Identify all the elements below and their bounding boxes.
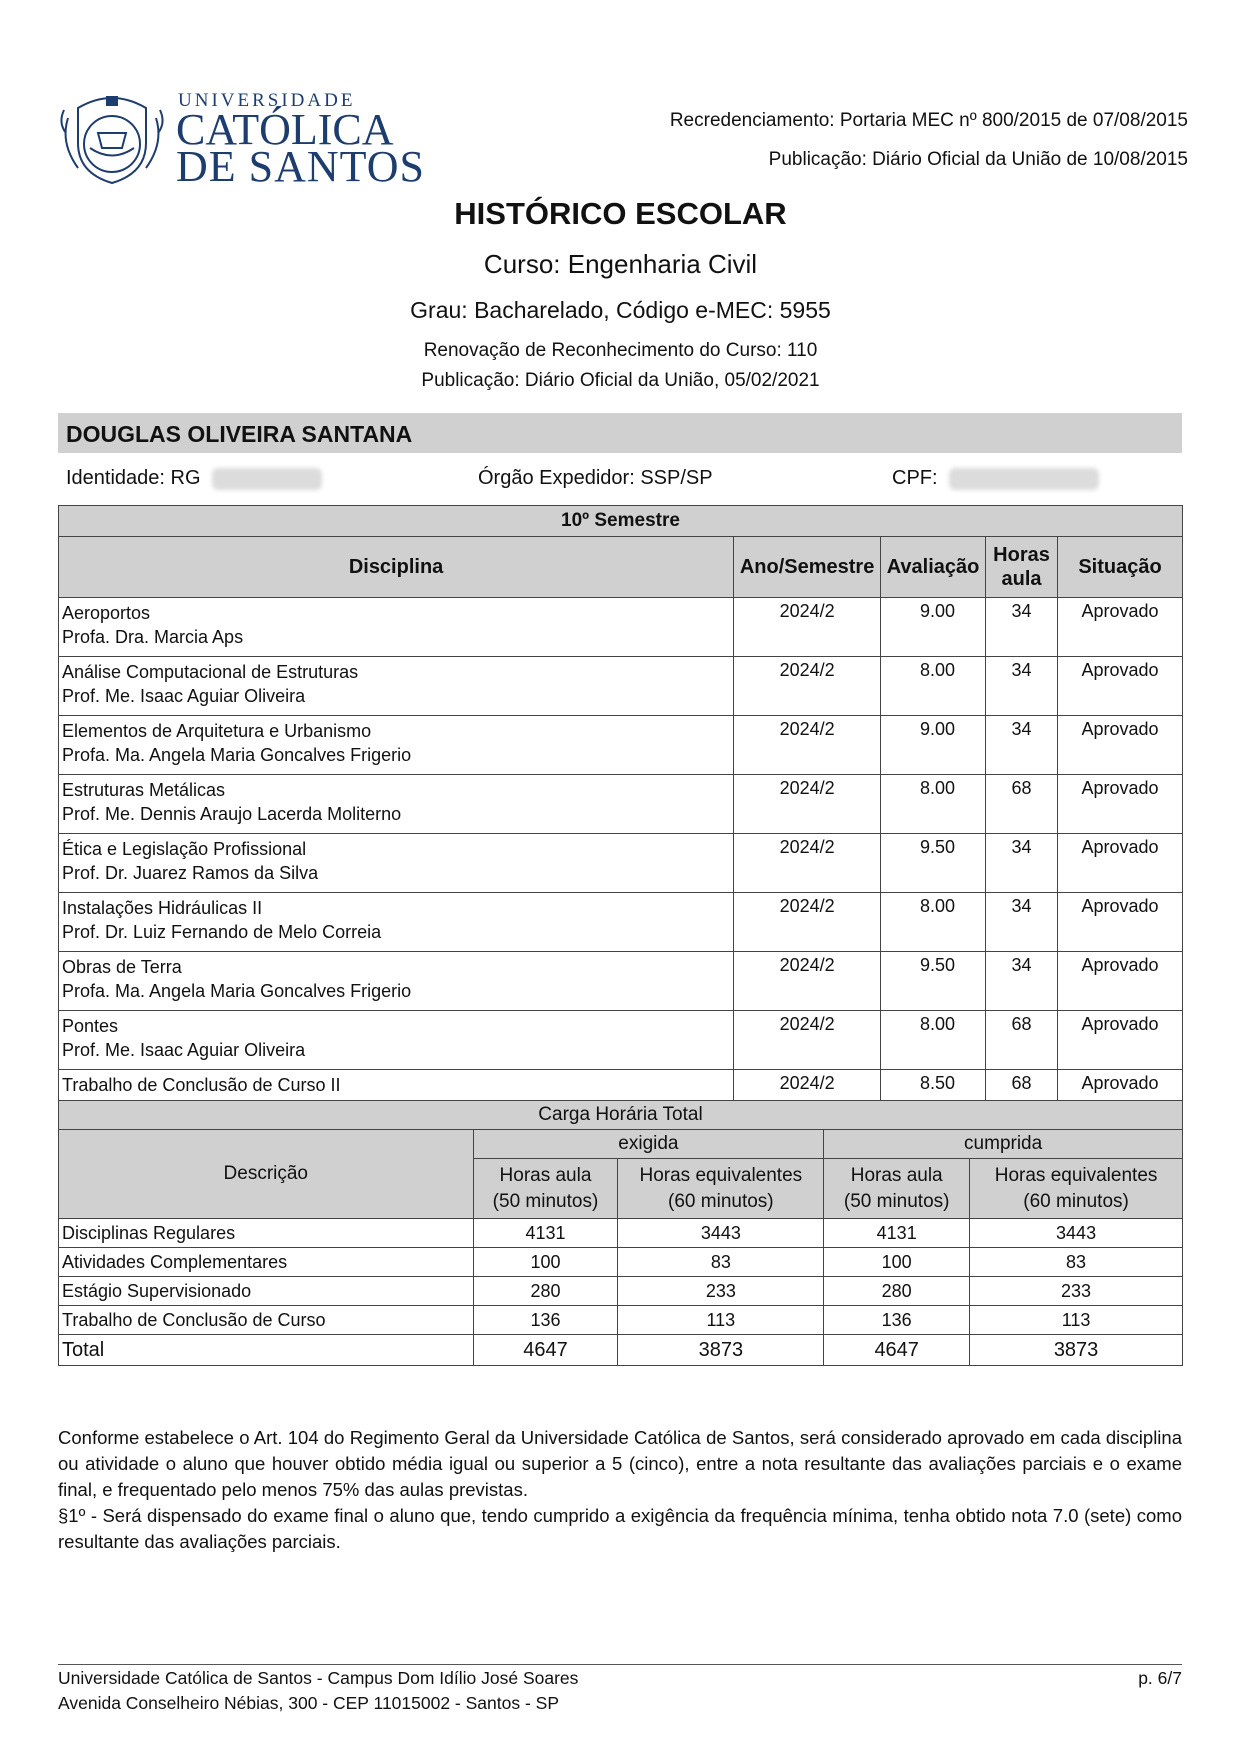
col-status: Situação (1058, 537, 1183, 598)
grade: 8.50 (881, 1070, 986, 1129)
id-label: Identidade: RG (66, 467, 201, 489)
discipline-row (59, 598, 1183, 657)
class-hours: 68 (986, 1011, 1058, 1070)
workload-value: 100 (473, 1248, 618, 1277)
discipline-row (59, 893, 1183, 952)
col-description: Descrição (59, 1130, 474, 1219)
workload-label: Atividades Complementares (59, 1248, 474, 1277)
discipline-cell (59, 893, 734, 952)
redacted-rg (212, 468, 322, 490)
workload-title: Carga Horária Total (59, 1101, 1183, 1130)
discipline-row (59, 1011, 1183, 1070)
university-crest-logo (58, 88, 166, 188)
discipline-cell (59, 834, 734, 893)
col-required: exigida (473, 1130, 824, 1159)
workload-value: 233 (970, 1277, 1183, 1306)
year-semester: 2024/2 (734, 598, 881, 657)
workload-value: 83 (618, 1248, 824, 1277)
university-name-line2: CATÓLICA (176, 105, 394, 154)
discipline-name: Aeroportos (62, 603, 151, 623)
professor-name: Prof. Me. Dennis Araujo Lacerda Moliterno (62, 804, 402, 824)
discipline-name: Ética e Legislação Profissional (62, 839, 307, 859)
student-name-bar (58, 413, 1182, 453)
total-value: 3873 (970, 1335, 1183, 1366)
workload-value: 3443 (618, 1219, 824, 1248)
workload-value: 233 (618, 1277, 824, 1306)
status: Aprovado (1058, 598, 1183, 657)
discipline-cell (59, 952, 734, 1011)
discipline-name: Pontes (62, 1016, 119, 1036)
status: Aprovado (1058, 1070, 1183, 1129)
professor-name: Prof. Me. Isaac Aguiar Oliveira (62, 686, 306, 706)
year-semester: 2024/2 (734, 716, 881, 775)
student-id (66, 467, 322, 490)
workload-value: 4131 (473, 1219, 618, 1248)
course-renewal: Renovação de Reconhecimento do Curso: 110 (423, 340, 818, 361)
workload-table (58, 1100, 1183, 1366)
col-done-h60: Horas equivalentes (60 minutos) (970, 1159, 1183, 1219)
accreditation-line2: Publicação: Diário Oficial da União de 10/08/2015 (768, 149, 1188, 170)
class-hours: 68 (986, 1070, 1058, 1129)
redacted-cpf (949, 468, 1099, 490)
workload-total-row (59, 1335, 1183, 1366)
document-title: HISTÓRICO ESCOLAR (454, 196, 787, 231)
year-semester: 2024/2 (734, 893, 881, 952)
workload-label: Estágio Supervisionado (59, 1277, 474, 1306)
workload-row (59, 1306, 1183, 1335)
workload-value: 113 (970, 1306, 1183, 1335)
col-grade: Avaliação (881, 537, 986, 598)
professor-name: Profa. Dra. Marcia Aps (62, 627, 244, 647)
class-hours: 34 (986, 716, 1058, 775)
workload-row (59, 1219, 1183, 1248)
page-number: p. 6/7 (1138, 1668, 1182, 1688)
workload-value: 280 (473, 1277, 618, 1306)
col-completed: cumprida (824, 1130, 1183, 1159)
professor-name: Profa. Ma. Angela Maria Goncalves Frigerio (62, 981, 412, 1001)
total-label: Total (59, 1335, 474, 1366)
class-hours: 34 (986, 657, 1058, 716)
discipline-row (59, 834, 1183, 893)
total-value: 3873 (618, 1335, 824, 1366)
discipline-name: Instalações Hidráulicas II (62, 898, 263, 918)
status: Aprovado (1058, 893, 1183, 952)
year-semester: 2024/2 (734, 657, 881, 716)
col-req-h60: Horas equivalentes (60 minutos) (618, 1159, 824, 1219)
footer-campus: Universidade Católica de Santos - Campus Dom Idílio José Soares (58, 1668, 579, 1688)
workload-label: Trabalho de Conclusão de Curso (59, 1306, 474, 1335)
workload-label: Disciplinas Regulares (59, 1219, 474, 1248)
status: Aprovado (1058, 716, 1183, 775)
discipline-row (59, 952, 1183, 1011)
discipline-cell (59, 598, 734, 657)
grade: 8.00 (881, 775, 986, 834)
workload-value: 136 (824, 1306, 970, 1335)
class-hours: 34 (986, 893, 1058, 952)
accreditation-line1: Recredenciamento: Portaria MEC nº 800/2015 de 07/08/2015 (669, 110, 1188, 131)
grade: 9.50 (881, 834, 986, 893)
status: Aprovado (1058, 1011, 1183, 1070)
workload-row (59, 1248, 1183, 1277)
university-name-line3: DE SANTOS (176, 142, 426, 191)
year-semester: 2024/2 (734, 952, 881, 1011)
class-hours: 34 (986, 834, 1058, 893)
total-value: 4647 (824, 1335, 970, 1366)
professor-name: Profa. Ma. Angela Maria Goncalves Frigerio (62, 745, 412, 765)
student-name: DOUGLAS OLIVEIRA SANTANA (66, 421, 413, 447)
discipline-row (59, 775, 1183, 834)
grade: 8.00 (881, 1011, 986, 1070)
col-req-h50: Horas aula (50 minutos) (473, 1159, 618, 1219)
semester-table (58, 505, 1183, 1129)
discipline-cell (59, 1011, 734, 1070)
status: Aprovado (1058, 657, 1183, 716)
workload-value: 136 (473, 1306, 618, 1335)
grade: 8.00 (881, 657, 986, 716)
course-name: Curso: Engenharia Civil (483, 249, 758, 279)
footer-address: Avenida Conselheiro Nébias, 300 - CEP 11015002 - Santos - SP (58, 1693, 560, 1713)
workload-value: 100 (824, 1248, 970, 1277)
discipline-row (59, 716, 1183, 775)
degree-info: Grau: Bacharelado, Código e-MEC: 5955 (410, 297, 831, 323)
year-semester: 2024/2 (734, 1011, 881, 1070)
col-hours: Horas aula (986, 537, 1058, 598)
grade: 9.00 (881, 716, 986, 775)
year-semester: 2024/2 (734, 775, 881, 834)
footer-divider (58, 1664, 1182, 1665)
student-cpf (892, 467, 1099, 490)
grade: 8.00 (881, 893, 986, 952)
professor-name: Prof. Dr. Juarez Ramos da Silva (62, 863, 319, 883)
grade: 9.50 (881, 952, 986, 1011)
discipline-row (59, 657, 1183, 716)
professor-name: Prof. Dr. Luiz Fernando de Melo Correia (62, 922, 382, 942)
discipline-cell (59, 657, 734, 716)
class-hours: 68 (986, 775, 1058, 834)
discipline-name: Análise Computacional de Estruturas (62, 662, 359, 682)
grade: 9.00 (881, 598, 986, 657)
status: Aprovado (1058, 834, 1183, 893)
class-hours: 34 (986, 598, 1058, 657)
col-year: Ano/Semestre (734, 537, 881, 598)
discipline-name: Elementos de Arquitetura e Urbanismo (62, 721, 372, 741)
total-value: 4647 (473, 1335, 618, 1366)
professor-name: Prof. Me. Isaac Aguiar Oliveira (62, 1040, 306, 1060)
class-hours: 34 (986, 952, 1058, 1011)
workload-value: 280 (824, 1277, 970, 1306)
semester-title: 10º Semestre (59, 506, 1183, 537)
workload-value: 4131 (824, 1219, 970, 1248)
year-semester: 2024/2 (734, 1070, 881, 1129)
col-discipline: Disciplina (59, 537, 734, 598)
university-name-line1: UNIVERSIDADE (178, 90, 356, 111)
discipline-name: Trabalho de Conclusão de Curso II (62, 1075, 341, 1095)
status: Aprovado (1058, 775, 1183, 834)
regulation-text (58, 1425, 1182, 1555)
workload-value: 83 (970, 1248, 1183, 1277)
workload-row (59, 1277, 1183, 1306)
id-issuer: Órgão Expedidor: SSP/SP (478, 467, 713, 489)
status: Aprovado (1058, 952, 1183, 1011)
discipline-cell (59, 716, 734, 775)
workload-value: 113 (618, 1306, 824, 1335)
workload-value: 3443 (970, 1219, 1183, 1248)
regulation-paragraph-2: §1º - Será dispensado do exame final o aluno que, tendo cumprido a exigência da frequência mínima, tenha obtido nota 7.0 (sete) como resultante das avaliações parciais. (58, 1505, 1182, 1552)
cpf-label: CPF: (892, 467, 938, 489)
regulation-paragraph-1: Conforme estabelece o Art. 104 do Regimento Geral da Universidade Católica de Santos, será considerado aprovado em cada disciplina ou atividade o aluno que houver obtido média igual ou superior a 5 (cinco), entre a nota resultante das avaliações parciais e o exame final, e frequentado pelo menos 75% das aulas previstas. (58, 1427, 1182, 1500)
year-semester: 2024/2 (734, 834, 881, 893)
discipline-name: Obras de Terra (62, 957, 182, 977)
col-done-h50: Horas aula (50 minutos) (824, 1159, 970, 1219)
discipline-cell (59, 775, 734, 834)
course-publication: Publicação: Diário Oficial da União, 05/02/2021 (421, 370, 820, 391)
discipline-name: Estruturas Metálicas (62, 780, 226, 800)
